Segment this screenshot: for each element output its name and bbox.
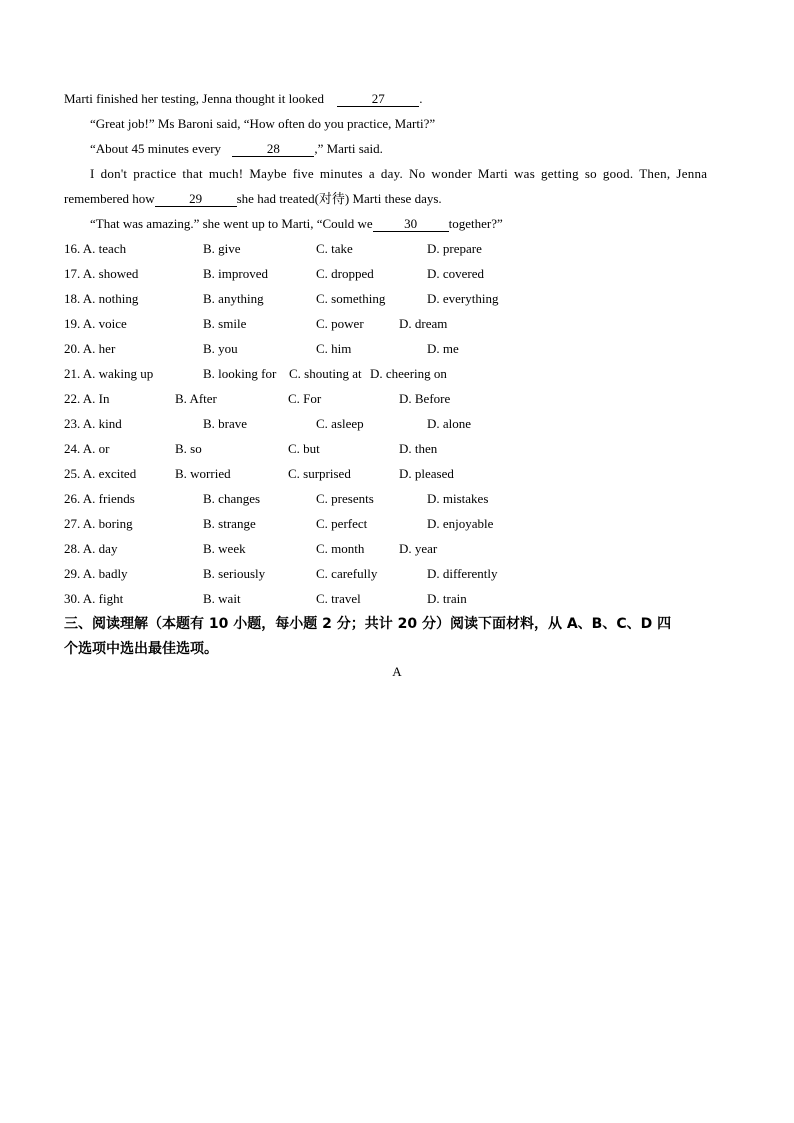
- passage-line-6: [90, 216, 503, 232]
- option-b: B. give: [203, 241, 241, 256]
- option-d: D. prepare: [427, 241, 482, 256]
- option-a: 19. A. voice: [64, 316, 127, 331]
- option-b: B. seriously: [203, 566, 266, 581]
- section-heading-line-2: 个选项中选出最佳选项。: [64, 641, 218, 657]
- option-a: 17. A. showed: [64, 266, 139, 281]
- option-d: D. alone: [427, 416, 472, 431]
- blank-27: 27: [337, 92, 419, 107]
- option-b: B. changes: [203, 491, 261, 506]
- option-d: D. covered: [427, 266, 485, 281]
- option-c: C. something: [316, 291, 386, 306]
- passage-text: .: [419, 91, 423, 106]
- option-a: 20. A. her: [64, 341, 116, 356]
- option-c: C. him: [316, 341, 352, 356]
- option-d: D. differently: [427, 566, 498, 581]
- passage-line-3: [90, 141, 383, 157]
- option-c: C. asleep: [316, 416, 364, 431]
- passage-text: remembered how: [64, 191, 155, 206]
- option-c: C. presents: [316, 491, 374, 506]
- passage-text: ,” Marti said.: [314, 141, 383, 156]
- option-d: D. everything: [427, 291, 499, 306]
- section-heading-line-1: 三、阅读理解（本题有 10 小题，每小题 2 分；共计 20 分）阅读下面材料，从 A、B、C、D 四: [64, 616, 672, 632]
- option-b: B. wait: [203, 591, 241, 606]
- option-c: C. take: [316, 241, 353, 256]
- option-c: C. travel: [316, 591, 361, 606]
- option-b: B. so: [175, 441, 202, 456]
- option-a: 29. A. badly: [64, 566, 128, 581]
- option-b: B. you: [203, 341, 238, 356]
- option-c: C. perfect: [316, 516, 368, 531]
- option-a: 25. A. excited: [64, 466, 137, 481]
- option-b: B. improved: [203, 266, 268, 281]
- option-a: 16. A. teach: [64, 241, 127, 256]
- option-d: D. me: [427, 341, 459, 356]
- option-d: D. then: [399, 441, 438, 456]
- passage-text: “About 45 minutes every: [90, 141, 222, 156]
- passage-label: A: [392, 664, 402, 679]
- blank-28: 28: [232, 142, 314, 157]
- option-c: C. shouting at: [289, 366, 362, 381]
- option-b: B. week: [203, 541, 246, 556]
- option-d: D. Before: [399, 391, 451, 406]
- passage-line-1: [64, 91, 422, 107]
- option-c: C. month: [316, 541, 365, 556]
- option-a: 18. A. nothing: [64, 291, 139, 306]
- option-d: D. year: [399, 541, 438, 556]
- option-d: D. enjoyable: [427, 516, 494, 531]
- option-a: 26. A. friends: [64, 491, 135, 506]
- blank-30: 30: [373, 217, 449, 232]
- option-a: 28. A. day: [64, 541, 118, 556]
- passage-text: “That was amazing.” she went up to Marti, “Could we: [90, 216, 373, 231]
- passage-line-4: [90, 166, 730, 182]
- option-c: C. For: [288, 391, 322, 406]
- option-b: B. brave: [203, 416, 248, 431]
- passage-text: I don't practice that much! Maybe five minutes a day. No wonder Marti was getting so good. Then, Jenna: [90, 166, 708, 181]
- option-b: B. strange: [203, 516, 256, 531]
- option-a: 22. A. In: [64, 391, 110, 406]
- option-a: 27. A. boring: [64, 516, 133, 531]
- option-b: B. anything: [203, 291, 264, 306]
- option-c: C. dropped: [316, 266, 374, 281]
- option-c: C. surprised: [288, 466, 351, 481]
- option-c: C. power: [316, 316, 364, 331]
- option-d: D. dream: [399, 316, 448, 331]
- option-a: 21. A. waking up: [64, 366, 154, 381]
- option-d: D. pleased: [399, 466, 454, 481]
- option-b: B. worried: [175, 466, 231, 481]
- passage-line-2: “Great job!” Ms Baroni said, “How often do you practice, Marti?”: [90, 116, 436, 131]
- passage-text: she had treated(对待) Marti these days.: [236, 191, 442, 206]
- option-a: 24. A. or: [64, 441, 110, 456]
- option-d: D. train: [427, 591, 467, 606]
- blank-29: 29: [155, 192, 237, 207]
- option-b: B. looking for: [203, 366, 277, 381]
- option-a: 30. A. fight: [64, 591, 124, 606]
- option-c: C. carefully: [316, 566, 378, 581]
- passage-text: together?”: [448, 216, 503, 231]
- option-a: 23. A. kind: [64, 416, 122, 431]
- passage-line-5: [64, 191, 442, 207]
- option-b: B. smile: [203, 316, 247, 331]
- option-c: C. but: [288, 441, 320, 456]
- option-d: D. cheering on: [370, 366, 447, 381]
- passage-text: Marti finished her testing, Jenna thought it looked: [64, 91, 324, 106]
- option-b: B. After: [175, 391, 217, 406]
- option-d: D. mistakes: [427, 491, 489, 506]
